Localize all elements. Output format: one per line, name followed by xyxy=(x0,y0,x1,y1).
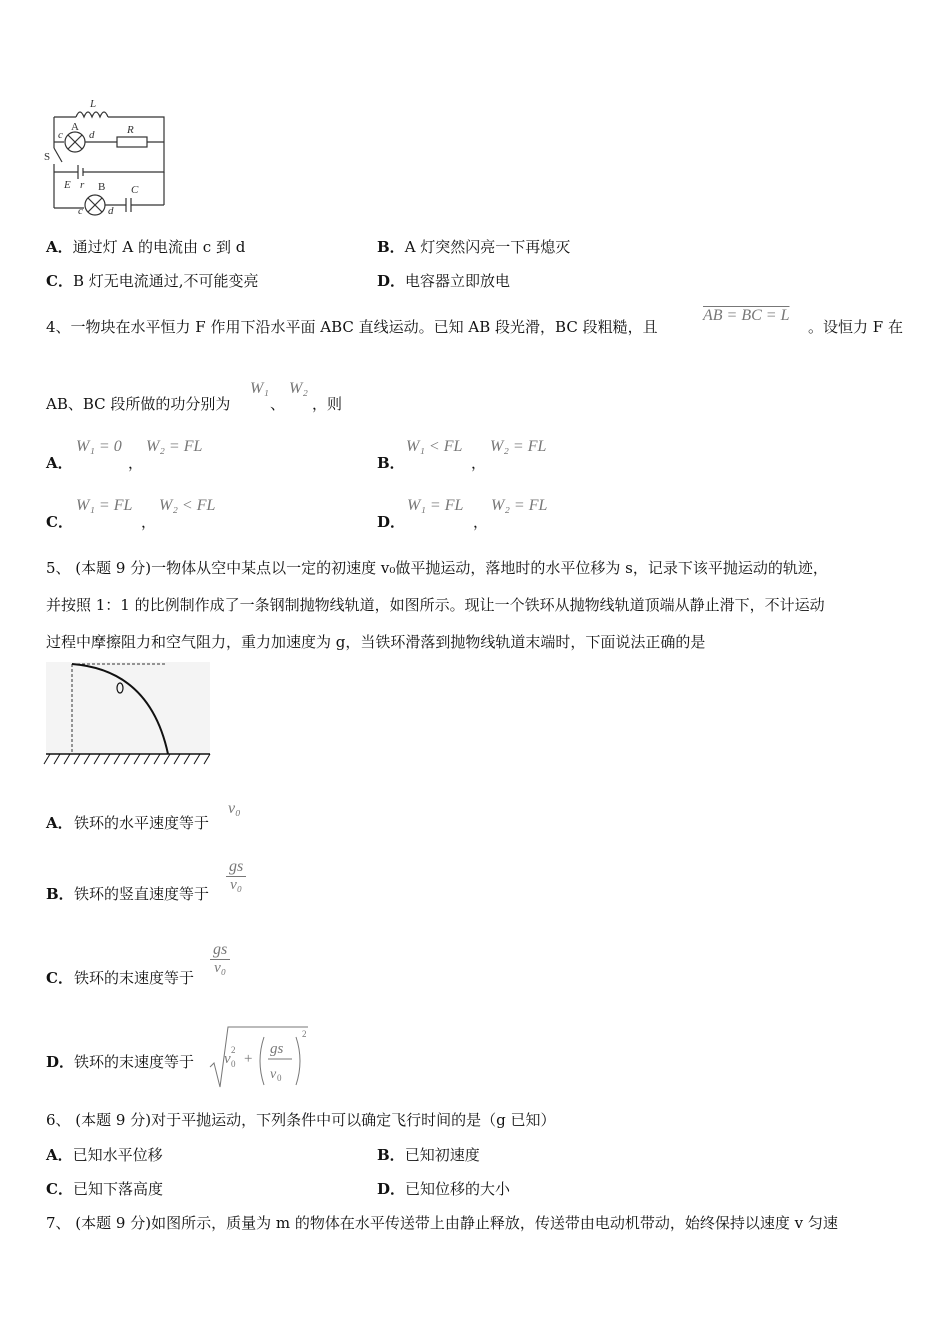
svg-text:2: 2 xyxy=(302,1029,307,1039)
q5-option-d[interactable]: D． 铁环的末速度等于 xyxy=(46,1025,346,1091)
q5-stem-line3: 过程中摩擦阻力和空气阻力，重力加速度为 g，当铁环滑落到抛物线轨道末端时，下面说法正确的是 xyxy=(46,633,706,651)
label-c: c xyxy=(58,129,63,141)
q4-separator: 、 xyxy=(270,395,286,413)
q6-stem: 6、 (本题 9 分)对于平抛运动，下列条件中可以确定飞行时间的是（g 已知） xyxy=(46,1111,556,1129)
label-d: d xyxy=(89,129,95,141)
svg-text:0: 0 xyxy=(231,1059,236,1069)
q4-w1: W₁ xyxy=(250,380,269,397)
q5-option-c[interactable]: C． 铁环的末速度等于 $\frac{gs}{\text{v₀}}$ xyxy=(46,941,346,991)
q5-stem-line1: 5、 (本题 9 分)一物体从空中某点以一定的初速度 v₀做平抛运动，落地时的水平位移为 s，记录下该平抛运动的轨迹， xyxy=(46,559,828,577)
label-d2: d xyxy=(108,205,114,217)
q3-option-a[interactable]: A．通过灯 A 的电流由 c 到 d xyxy=(46,238,246,256)
label-R: R xyxy=(127,124,134,136)
svg-text:0: 0 xyxy=(277,1073,282,1083)
q6-option-a[interactable]: A．已知水平位移 xyxy=(46,1146,163,1164)
q4-stem-line1: 4、一物块在水平恒力 F 作用下沿水平面 ABC 直线运动。已知 AB 段光滑，BC 段粗糙，且 xyxy=(46,318,658,336)
q4-stem-line1-tail: 。设恒力 F 在 xyxy=(808,318,903,336)
q3-option-d[interactable]: D．电容器立即放电 xyxy=(377,272,511,290)
q4-ab-bc-math: AB = BC = L xyxy=(703,307,790,324)
q4-stem-line2-tail: ，则 xyxy=(312,395,343,413)
q4-stem-line2: AB、BC 段所做的功分别为 xyxy=(46,395,231,413)
label-S: S xyxy=(44,151,51,163)
q3-option-b[interactable]: B．A 灯突然闪亮一下再熄灭 xyxy=(377,238,571,256)
svg-text:+: + xyxy=(244,1051,253,1067)
label-A: A xyxy=(71,121,79,133)
label-c2: c xyxy=(78,205,83,217)
q4-option-a[interactable]: A． W₁ = 0 ， W₂ = FL xyxy=(46,438,203,472)
svg-text:v: v xyxy=(270,1067,277,1082)
q5-stem-line2: 并按照 1：1 的比例制作成了一条钢制抛物线轨道，如图所示。现让一个铁环从抛物线轨道顶端从静止滑下，不计运动 xyxy=(46,596,825,614)
q4-option-b[interactable]: B． W₁ < FL ， W₂ = FL xyxy=(377,438,547,472)
svg-text:2: 2 xyxy=(231,1045,236,1055)
label-E: E xyxy=(64,179,71,191)
q5-b-fraction: $\frac{gs}{\text{v₀}}$ xyxy=(226,858,246,894)
svg-text:v: v xyxy=(224,1051,231,1067)
q4-option-d[interactable]: D． W₁ = FL ， W₂ = FL xyxy=(377,497,548,531)
q6-option-b[interactable]: B．已知初速度 xyxy=(377,1146,480,1164)
q5-d-formula xyxy=(208,1023,318,1093)
q6-option-c[interactable]: C．已知下落高度 xyxy=(46,1180,163,1198)
label-B: B xyxy=(98,181,106,193)
circuit-diagram xyxy=(0,0,950,230)
q6-option-d[interactable]: D．已知位移的大小 xyxy=(377,1180,511,1198)
q7-stem: 7、 (本题 9 分)如图所示，质量为 m 的物体在水平传送带上由静止释放，传送带由电动机带动，始终保持以速度 v 匀速 xyxy=(46,1214,838,1232)
parabola-track-figure xyxy=(0,650,240,780)
q5-c-fraction: $\frac{gs}{\text{v₀}}$ xyxy=(210,941,230,977)
label-C: C xyxy=(131,184,139,196)
q5-option-b[interactable]: B． 铁环的竖直速度等于 $\frac{gs}{\text{v₀}}$ xyxy=(46,858,346,908)
q3-option-c[interactable]: C．B 灯无电流通过,不可能变亮 xyxy=(46,272,259,290)
label-L: L xyxy=(90,98,97,110)
label-r: r xyxy=(80,179,85,191)
svg-text:gs: gs xyxy=(270,1041,284,1057)
q4-option-c[interactable]: C． W₁ = FL ， W₂ < FL xyxy=(46,497,216,531)
q5-option-a[interactable]: A． 铁环的水平速度等于 v₀ xyxy=(46,800,241,832)
q4-w2: W₂ xyxy=(289,380,308,397)
